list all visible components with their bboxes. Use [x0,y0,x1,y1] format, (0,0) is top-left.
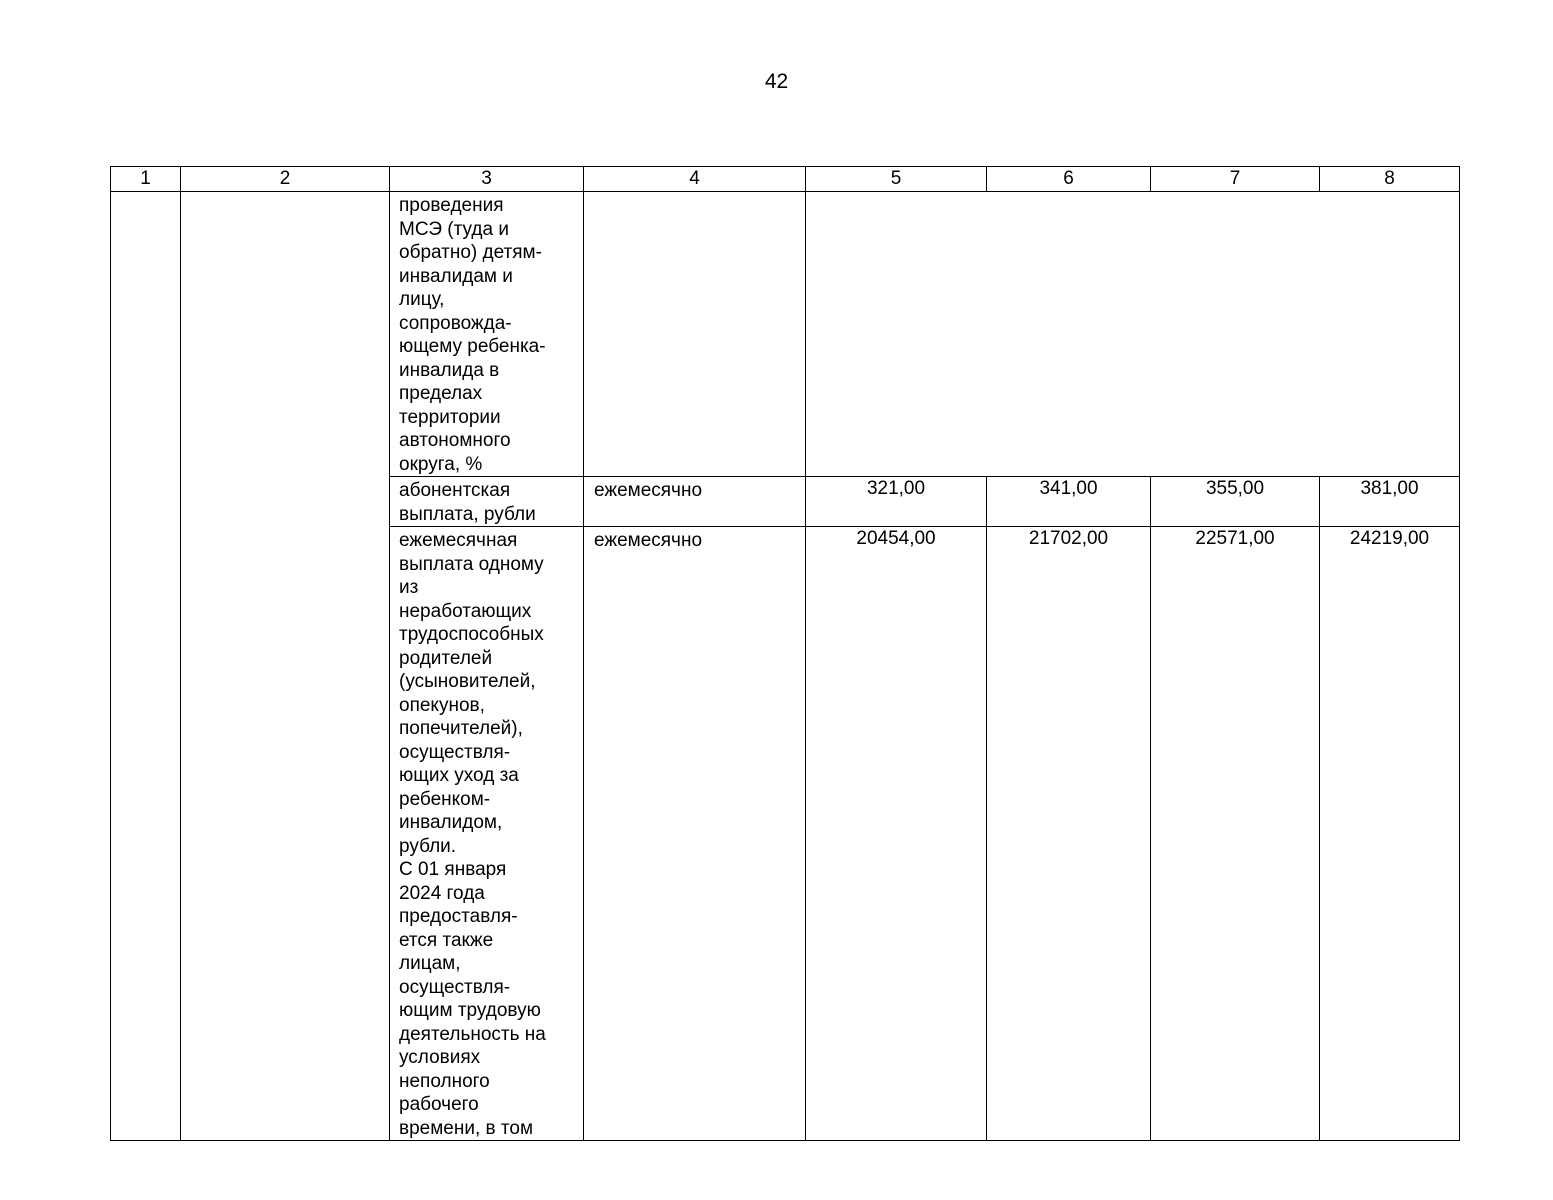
header-cell-8: 8 [1320,167,1460,192]
header-cell-7: 7 [1151,167,1320,192]
value-cell-6: 341,00 [987,477,1151,527]
indicator-cell [390,527,584,1141]
indicator-text: абонентская выплата, рубли [399,480,536,525]
merged-values-cell [806,192,1460,477]
value-cell-5: 321,00 [806,477,987,527]
header-cell-4: 4 [584,167,806,192]
value-cell-8: 381,00 [1320,477,1460,527]
header-cell-3: 3 [390,167,584,192]
value-cell-7: 355,00 [1151,477,1320,527]
value-cell-5: 20454,00 [806,527,987,1141]
period-text: ежемесячно [594,530,703,551]
value-cell-8: 24219,00 [1320,527,1460,1141]
period-text: ежемесячно [594,480,703,501]
header-cell-2: 2 [181,167,390,192]
data-table [110,166,1460,1141]
period-cell [584,477,806,527]
table-row [111,192,1460,477]
period-cell [584,527,806,1141]
header-cell-1: 1 [111,167,181,192]
indicator-text: проведения МСЭ (туда и обратно) детям- инвалидам и лицу, сопровожда- ющему ребенка- инвалида в пределах территории автономного округа, % [399,195,546,475]
page-number: 42 [764,70,789,93]
header-cell-5: 5 [806,167,987,192]
period-cell [584,192,806,477]
value-cell-6: 21702,00 [987,527,1151,1141]
col2-merged-cell [181,192,390,1141]
value-cell-7: 22571,00 [1151,527,1320,1141]
col1-merged-cell [111,192,181,1141]
indicator-cell [390,192,584,477]
indicator-cell [390,477,584,527]
table-header-row [111,167,1460,192]
indicator-text: ежемесячная выплата одному из неработающих трудоспособных родителей (усыновителей, опекунов, попечителей), осуществля- ющих уход за ребенком- инвалидом, рубли. С 01 января 2024 года предоставля- ется также лицам, осуществля- ющим трудовую деятельность на условиях неполного рабочего времени, в том [399,530,546,1139]
header-cell-6: 6 [987,167,1151,192]
